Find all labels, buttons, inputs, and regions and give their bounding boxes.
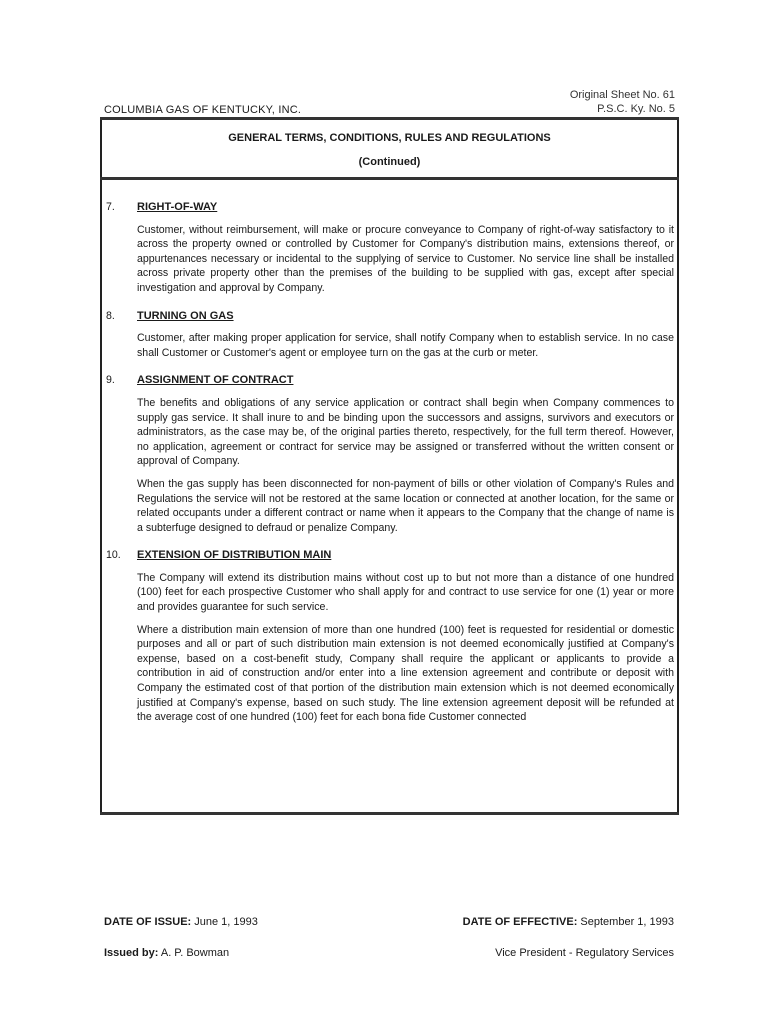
- date-of-effective: [463, 916, 674, 928]
- company-name: COLUMBIA GAS OF KENTUCKY, INC.: [104, 104, 302, 116]
- sheet-number: Original Sheet No. 61: [569, 89, 675, 101]
- bottom-rule: [100, 812, 679, 815]
- section-heading: TURNING ON GAS: [137, 309, 234, 322]
- top-rule: [100, 117, 679, 120]
- section-turning-on-gas: [102, 309, 674, 361]
- header-divider: [100, 177, 679, 180]
- issue-label: DATE OF ISSUE:: [104, 916, 192, 928]
- section-heading: ASSIGNMENT OF CONTRACT: [137, 374, 294, 387]
- effective-date: September 1, 1993: [580, 916, 674, 928]
- date-of-issue: [104, 916, 258, 928]
- document-body: [102, 200, 674, 725]
- section-number: 10.: [106, 549, 121, 562]
- sheet-info: [570, 88, 675, 116]
- issue-date: June 1, 1993: [194, 916, 258, 928]
- section-assignment-of-contract: [102, 373, 674, 535]
- section-number: 7.: [106, 201, 115, 213]
- section-paragraph: The Company will extend its distribution mains without cost up to but not more than a distance of one hundred (100) feet for each prospective Customer who shall apply for and contract to use service for one (1) year or more and provides guarantee for such service.: [137, 571, 674, 614]
- section-heading: RIGHT-OF-WAY: [137, 201, 218, 213]
- issuer-title: Vice President - Regulatory Services: [495, 947, 674, 959]
- issued-by: [104, 947, 229, 959]
- section-number: 8.: [106, 309, 115, 322]
- section-paragraph: Customer, after making proper application for service, shall notify Company when to establish service. In no case shall Customer or Customer's agent or employee turn on the gas at the curb or meter.: [137, 332, 674, 359]
- effective-label: DATE OF EFFECTIVE:: [462, 916, 578, 928]
- section-paragraph: Where a distribution main extension of more than one hundred (100) feet is requested for residential or domestic purposes and all or part of such distribution main extension is not deemed economically justified at Company's expense, based on a cost-benefit study, Company shall require the applicant or applicants to provide a contribution in aid of construction and/or enter into a line extension agreement and contribute or deposit with Company the estimated cost of that portion of the distribution main extension which is not deemed economically justified at Company's expense, based on such study. The line extension agreement deposit will be refunded at the average cost of one hundred (100) feet for each bona fide Customer connected: [137, 623, 674, 724]
- section-paragraph: Customer, without reimbursement, will make or procure conveyance to Company of right-of-way satisfactory to it across the property owned or controlled by Customer for Company's distribution mains, extensions thereof, or appurtenances necessary or incidental to the supplying of service to Customer. No service line shall be installed across private property other than the premises of the building to be supplied with gas, except after special investigation and approval by Company.: [137, 223, 674, 294]
- section-number: 9.: [106, 374, 115, 387]
- issued-by-label: Issued by:: [104, 947, 159, 959]
- section-extension-of-distribution-main: [102, 548, 674, 725]
- issued-by-name: A. P. Bowman: [160, 947, 230, 959]
- psc-number: P.S.C. Ky. No. 5: [597, 103, 675, 115]
- section-paragraph: When the gas supply has been disconnected for non-payment of bills or other violation of Company's Rules and Regulations the service will not be restored at the same location or connected at another location, for the same or related occupants under a different contract or name when it appears to the Company that the change of name is a subterfuge designed to defraud or penalize Company.: [137, 477, 674, 534]
- section-right-of-way: [102, 200, 674, 296]
- page-title: GENERAL TERMS, CONDITIONS, RULES AND REGULATIONS: [228, 132, 551, 144]
- section-heading: EXTENSION OF DISTRIBUTION MAIN: [137, 549, 332, 562]
- page-subtitle: (Continued): [358, 156, 421, 168]
- section-paragraph: The benefits and obligations of any service application or contract shall begin when Company commences to supply gas service. It shall inure to and be binding upon the successors and assigns, survivors and executors or administrators, as the case may be, of the original parties thereto, respectively, for the full term thereof. However, no application, agreement or contract for service may be assigned or transferred without the written consent or approval of Company.: [137, 396, 674, 468]
